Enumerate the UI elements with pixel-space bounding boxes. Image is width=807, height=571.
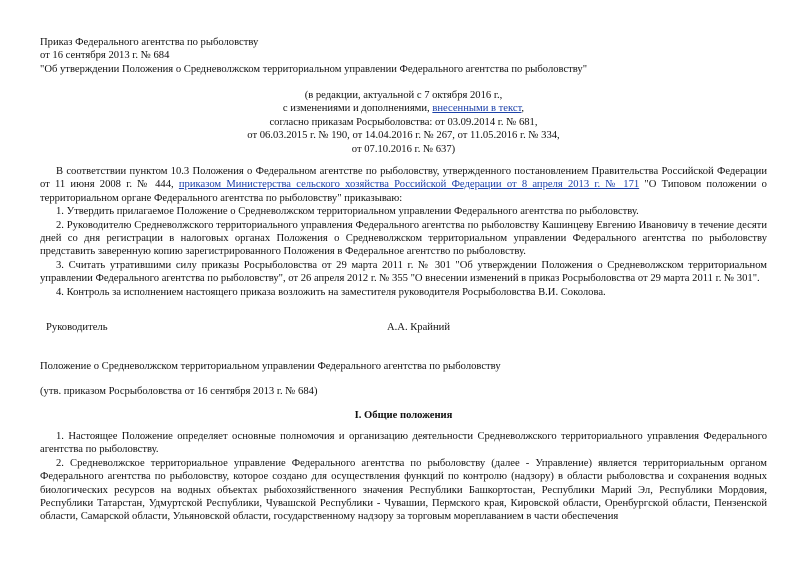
revision-note	[40, 89, 767, 156]
preamble-text: В соответствии пунктом 10.3 Положения о Федеральном агентстве по рыболовству, утвержденного постановлением Правительства Российской Федерации от 11 июня 2008 г. № 444,	[40, 166, 767, 191]
revision-line-4: от 06.03.2015 г. № 190, от 14.04.2016 г. № 267, от 11.05.2016 г. № 334,	[247, 130, 560, 142]
revision-line-3: согласно приказам Росрыболовства: от 03.09.2014 г. № 681,	[269, 116, 538, 128]
item-2: 2. Руководителю Средневолжского территориального управления Федерального агентства по рыболовству Кашинцеву Евгению Ивановичу в течение десяти дней со дня регистрации в налоговых органах Положения о Средневолжском территориальном управлении Федерального агентства по рыболовству представить заверенную копию зарегистрированного Положения в Федеральное агентство по рыболовству.	[40, 219, 767, 258]
document-header	[40, 36, 767, 76]
revision-line-2-punct: ,	[521, 103, 525, 115]
item-3: 3. Считать утратившими силу приказы Росрыболовства от 29 марта 2011 г. № 301 "Об утверждении Положения о Средневолжском территориальном управлении Федерального агентства по рыболовству", от 26 апреля 2012 г. № 355 "О внесении изменений в приказ Росрыболовства от 29 марта 2011 г. № 301".	[40, 259, 767, 285]
revision-line-1: (в редакции, актуальной с 7 октября 2016 г.,	[304, 90, 503, 101]
amendments-link[interactable]: внесенными в текст	[432, 103, 522, 115]
section-item-2: 2. Средневолжское территориальное управление Федерального агентства по рыболовству (далее - Управление) является территориальным органом Федерального агентства по рыболовству, которое создано для осуществления функций по контролю (надзору) в области рыболовства и сохранения водных биологических ресурсов на водных объектах рыбохозяйственного значения Республики Башкортостан, Республики Марий Эл, Республики Мордовия, Республики Татарстан, Удмуртской Республики, Чувашской Республики - Чувашии, Пермского края, Кировской области, Оренбургской области, Пензенской области, Самарской области, Ульяновской области, государственному надзору за торговым мореплаванием в части обеспечения	[40, 457, 767, 523]
appendix-body	[40, 430, 767, 524]
order-date: от 16 сентября 2013 г. № 684	[40, 50, 170, 62]
appendix-title-text: Положение о Средневолжском территориальном управлении Федерального агентства по рыболовству	[40, 361, 501, 372]
item-1: 1. Утвердить прилагаемое Положение о Средневолжском территориальном управлении Федерального агентства по рыболовству.	[56, 206, 639, 218]
order-subject: "Об утверждении Положения о Средневолжском территориальном управлении Федерального агентства по рыболовству"	[40, 63, 588, 75]
appendix-approval-text: (утв. приказом Росрыболовства от 16 сентября 2013 г. № 684)	[40, 386, 318, 397]
preamble-text-end: "О Типовом положении о территориальном органе Федерального агентства по рыболовству" приказываю:	[40, 179, 767, 204]
order-title: Приказ Федерального агентства по рыболовству	[40, 37, 259, 48]
section-heading: I. Общие положения	[354, 410, 453, 421]
section-item-1: 1. Настоящее Положение определяет основные полномочия и организацию деятельности Средневолжского территориального управления Федерального агентства по рыболовству.	[40, 431, 767, 456]
revision-line-5: от 07.10.2016 г. № 637)	[351, 143, 456, 155]
signature-role: Руководитель	[46, 322, 108, 333]
ministry-order-link[interactable]: приказом Министерства сельского хозяйства Российской Федерации от 8 апреля 2013 г. № 171	[178, 179, 640, 191]
order-body	[40, 165, 767, 299]
appendix-title	[40, 360, 767, 373]
revision-line-2-text: с изменениями и дополнениями,	[282, 103, 433, 115]
item-4: 4. Контроль за исполнением настоящего приказа возложить на заместителя руководителя Росрыболовства В.И. Соколова.	[56, 286, 606, 298]
appendix-approval	[40, 385, 767, 398]
signature-name: А.А. Крайний	[387, 322, 450, 333]
preamble	[40, 165, 767, 205]
revision-line-2	[40, 102, 767, 115]
